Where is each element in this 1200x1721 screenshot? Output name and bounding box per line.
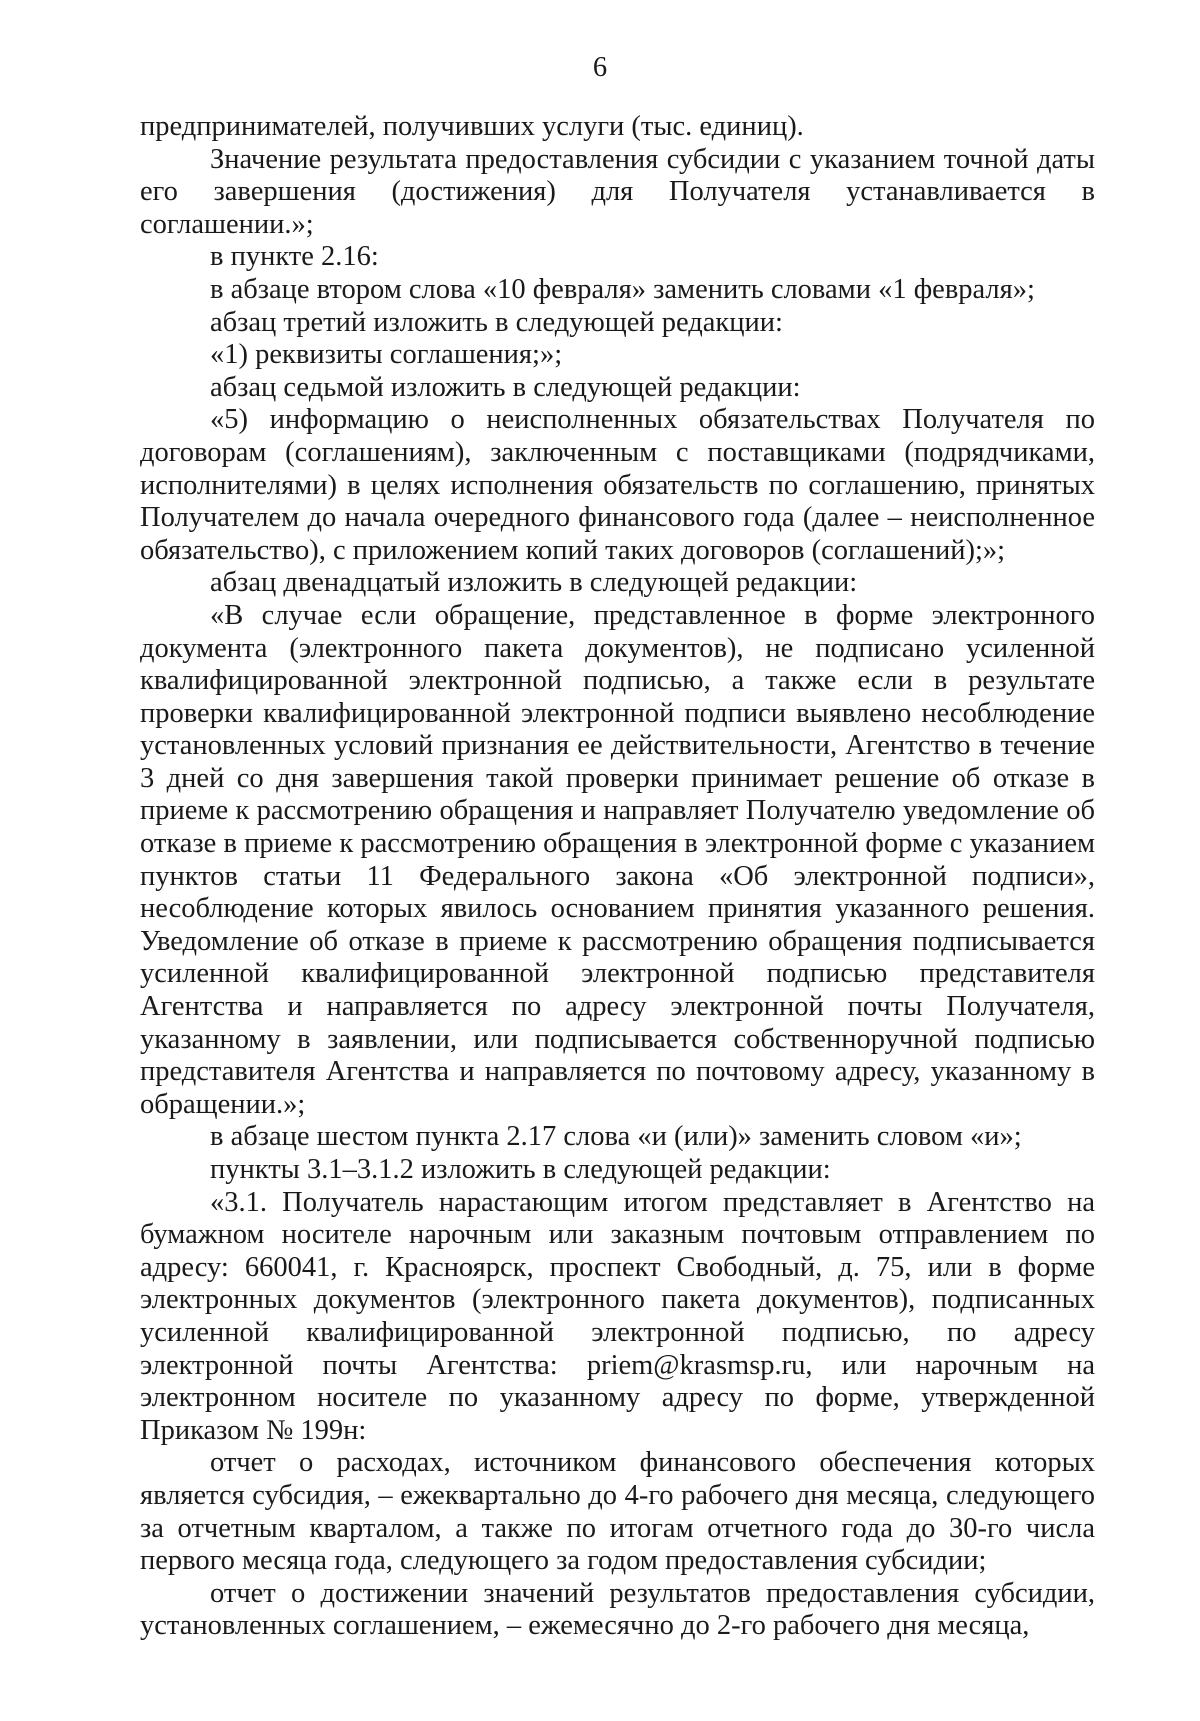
paragraph: «3.1. Получатель нарастающим итогом представляет в Агентство на бумажном носителе нарочным или заказным почтовым отправлением по адресу: 660041, г. Красноярск, проспект Свободный, д. 75, или в форме электронных документов (электронного пакета документов), подписанных усиленной квалифицированной электронной подписью, по адресу электронной почты Агентства: priem@krasmsp.ru, или нарочным на электронном носителе по указанному адресу по форме, утвержденной Приказом № 199н: — [140, 1186, 1095, 1446]
paragraph: в абзаце втором слова «10 февраля» заменить словами «1 февраля»; — [210, 273, 1035, 305]
paragraph: Значение результата предоставления субсидии с указанием точной даты его завершения (достижения) для Получателя устанавливается в соглашении.»; — [140, 143, 1095, 240]
paragraph: абзац седьмой изложить в следующей редакции: — [210, 371, 801, 403]
paragraph: абзац двенадцатый изложить в следующей редакции: — [210, 567, 858, 599]
paragraph: «5) информацию о неисполненных обязательствах Получателя по договорам (соглашениям), заключенным с поставщиками (подрядчиками, исполнителями) в целях исполнения обязательств по соглашению, принятых Получателем до начала очередного финансового года (далее – неисполненное обязательство), с приложением копий таких договоров (соглашений);»; — [140, 404, 1095, 566]
paragraph: отчет о достижении значений результатов предоставления субсидии, установленных соглашением, – ежемесячно до 2-го рабочего дня месяца, — [140, 1577, 1095, 1642]
paragraph: «1) реквизиты соглашения;»; — [210, 339, 563, 371]
paragraph: пункты 3.1–3.1.2 изложить в следующей редакции: — [210, 1154, 831, 1185]
paragraph: предпринимателей, получивших услуги (тыс. единиц). — [140, 111, 804, 142]
paragraph: в абзаце шестом пункта 2.17 слова «и (или)» заменить словом «и»; — [210, 1121, 1022, 1153]
paragraph: в пункте 2.16: — [210, 241, 379, 273]
page-number: 6 — [592, 52, 608, 83]
document-body — [140, 111, 1095, 1643]
paragraph: отчет о расходах, источником финансового обеспечения которых является субсидия, – ежеквартально до 4-го рабочего дня месяца, следующего за отчетным кварталом, а также по итогам отчетного года до 30-го числа первого месяца года, следующего за годом предоставления субсидии; — [140, 1447, 1095, 1577]
paragraph: «В случае если обращение, представленное в форме электронного документа (электронного пакета документов), не подписано усиленной квалифицированной электронной подписью, а также если в результате проверки квалифицированной электронной подписи выявлено несоблюдение установленных условий признания ее действительности, Агентство в течение 3 дней со дня завершения такой проверки принимает решение об отказе в приеме к рассмотрению обращения и направляет Получателю уведомление об отказе в приеме к рассмотрению обращения в электронной форме с указанием пунктов статьи 11 Федерального закона «Об электронной подписи», несоблюдение которых явилось основанием принятия указанного решения. Уведомление об отказе в приеме к рассмотрению обращения подписывается усиленной квалифицированной электронной подписью представителя Агентства и направляется по адресу электронной почты Получателя, указанному в заявлении, или подписывается собственноручной подписью представителя Агентства и направляется по почтовому адресу, указанному в обращении.»; — [140, 599, 1095, 1120]
paragraph: абзац третий изложить в следующей редакции: — [210, 306, 783, 338]
